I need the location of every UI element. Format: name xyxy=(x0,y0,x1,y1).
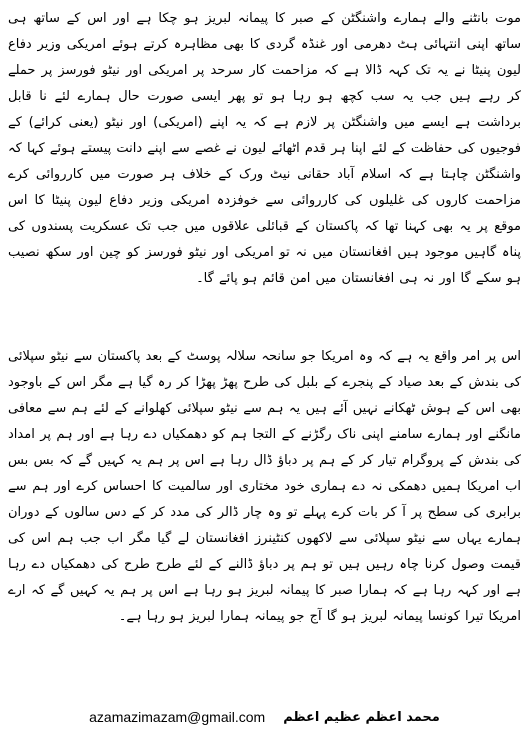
article-paragraph: موت بانٹنے والے ہمارے واشنگٹن کے صبر کا پیمانہ لبریز ہو چکا ہے اور اس کے ساتھ ہی ساتھ اپنی انتہائی ہٹ دھرمی اور غنڈہ گردی کا بھی مظاہرہ کرتے ہوئے امریکی وزیر دفاع لیون پنیٹا نے یہ تک کہہ ڈالا ہے کہ مزاحمت کار سرحد پر امریکی اور نیٹو فورسز پر حملے کر رہے ہیں جب یہ سب کچھ ہو رہا ہو تو پھر ایسی صورت حال ہمارے لئے نا قابل برداشت ہے ایسے میں واشنگٹن پر لازم ہے کہ یہ اپنے (امریکی) اور نیٹو (یعنی کرائے) کے فوجیوں کی حفاظت کے لئے اپنا ہر قدم اٹھائے لیون نے غصے سے اپنے دانت پیستے ہوئے کہا کہ واشنگٹن چاہتا ہے کہ اسلام آباد حقانی نیٹ ورک کے خلاف ہر صورت میں کارروائی کرے مزاحمت کاروں کی غلیلوں کی کارروائی سے خوفزدہ امریکی وزیر دفاع لیون پنیٹا کا اس موقع پر یہ بھی کہنا تھا کہ پاکستان کے قبائلی علاقوں میں جب تک عسکریت پسندوں کی پناہ گاہیں موجود ہیں افغانستان میں نہ تو امریکی اور نیٹو فورسز کو چین اور سکھ نصیب ہو سکے گا اور نہ ہی افغانستان میں امن قائم ہو پائے گا۔ xyxy=(8,11,521,286)
author-name: محمد اعظم عظیم اعظم xyxy=(283,709,440,725)
author-signature xyxy=(0,704,529,730)
article-paragraph: اس پر امر واقع یہ ہے کہ وہ امریکا جو سانحہ سلالہ پوسٹ کے بعد پاکستان سے نیٹو سپلائی کی بندش کے بعد صیاد کے پنجرے کے بلبل کی طرح پھڑ پھڑا کر رہ گیا ہے مگر اس کے باوجود بھی اس کے ہوش ٹھکانے نہیں آئے ہیں یہ ہم سے نیٹو سپلائی کھلوانے کے لئے ہم سے معافی مانگنے اور ہمارے سامنے اپنی ناک رگڑنے کے التجا ہم کو دھمکیاں دے رہا ہے اور ہم پر امداد کی بندش کے پروگرام تیار کر کے ہم پر دباؤ ڈال رہا ہے اس پر ہم یہ کہیں گے کہ بس بس اب امریکا ہمیں دھمکی نہ دے ہماری خود مختاری اور سالمیت کا احساس کرے اور ہم سے برابری کی سطح پر آ کر بات کرے پہلے تو وہ چار ڈالر کی مدد کر کے دس سالوں کے دوران ہمارے یہاں سے نیٹو سپلائی سے لاکھوں کنٹینرز افغانستان لے گیا مگر اب جب ہم اس کی قیمت وصول کرنا چاہ رہیں ہیں تو ہم پر دباؤ ڈالنے کے لئے طرح طرح کی دھمکیاں دے رہا ہے اور کہہ رہا ہے کہ ہمارا صبر کا پیمانہ لبریز ہو رہا ہے اس پر ہم یہ کہیں گے کہ ارے امریکا تیرا کونسا پیمانہ لبریز ہو گا آج جو پیمانہ ہمارا لبریز ہو رہا ہے۔ xyxy=(8,349,521,624)
author-email: azamazimazam@gmail.com xyxy=(89,709,266,725)
